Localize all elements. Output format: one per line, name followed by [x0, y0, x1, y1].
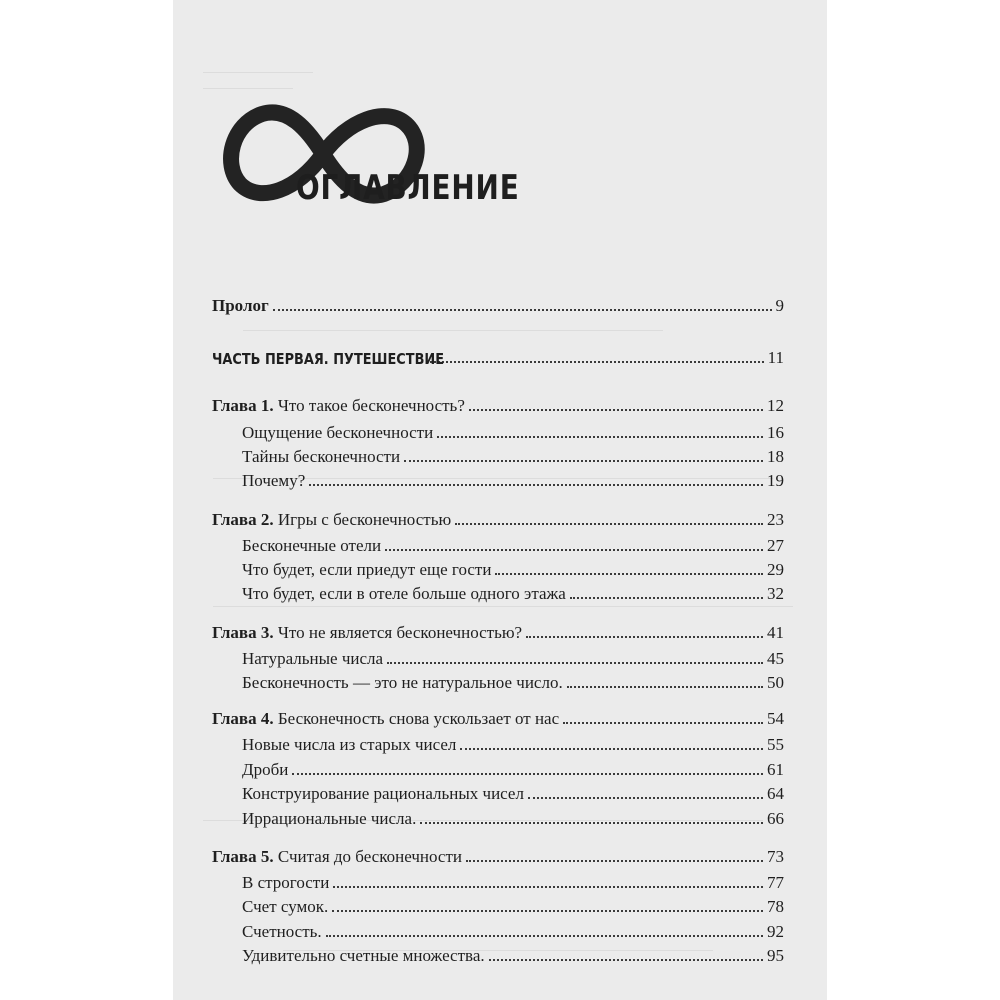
dot-leader — [332, 910, 763, 912]
toc-entry-part-one[interactable] — [212, 344, 784, 368]
toc-entry-prolog[interactable] — [212, 292, 784, 316]
toc-entry-label: ЧАСТЬ ПЕРВАЯ. ПУТЕШЕСТВИЕ — [212, 350, 445, 368]
toc-page-number: 9 — [775, 296, 784, 315]
toc-entry-chapter-4[interactable] — [212, 705, 784, 729]
toc-entry-label: Счет сумок. — [242, 897, 329, 916]
chapter-title: Считая до бесконечности — [277, 847, 462, 866]
dot-leader — [420, 822, 763, 824]
toc-page-number: 41 — [767, 623, 784, 642]
toc-entry-section[interactable] — [242, 731, 784, 755]
toc-entry-label: Тайны бесконечности — [242, 447, 401, 466]
toc-entry-section[interactable] — [242, 443, 784, 467]
dot-leader — [292, 773, 763, 775]
toc-entry-section[interactable] — [242, 918, 784, 942]
toc-entry-chapter-5[interactable] — [212, 843, 784, 867]
toc-page-number: 16 — [767, 423, 784, 442]
toc-entry-label — [212, 709, 559, 729]
toc-entry-label: В строгости — [242, 873, 330, 892]
toc-entry-section[interactable] — [242, 467, 784, 491]
toc-entry-section[interactable] — [242, 669, 784, 693]
toc-page-number: 64 — [767, 784, 784, 803]
toc-entry-chapter-1[interactable] — [212, 392, 784, 416]
toc-entry-label: Дроби — [242, 760, 289, 779]
toc-entry-section[interactable] — [242, 645, 784, 669]
toc-entry-section[interactable] — [242, 805, 784, 829]
toc-entry-section[interactable] — [242, 532, 784, 556]
chapter-prefix: Глава 4. — [212, 709, 274, 728]
toc-entry-section[interactable] — [242, 893, 784, 917]
toc-entry-label: Натуральные числа — [242, 649, 384, 668]
toc-page-number: 19 — [767, 471, 784, 490]
toc-page-number: 50 — [767, 673, 784, 692]
toc-entry-section[interactable] — [242, 756, 784, 780]
chapter-prefix: Глава 5. — [212, 847, 274, 866]
chapter-prefix: Глава 2. — [212, 510, 274, 529]
toc-entry-label: Пролог — [212, 296, 269, 315]
toc-entry-label: Что будет, если приедут еще гости — [242, 560, 492, 579]
toc-entry-label: Бесконечность — это не натуральное число. — [242, 673, 563, 692]
page-title: ОГЛАВЛЕНИЕ — [296, 168, 520, 208]
toc-entry-label: Ощущение бесконечности — [242, 423, 434, 442]
dot-leader — [495, 573, 763, 575]
toc-page-number: 12 — [767, 396, 784, 415]
dot-leader — [326, 935, 763, 937]
dot-leader — [460, 748, 763, 750]
toc-entry-label: Новые числа из старых чисел — [242, 735, 457, 754]
toc-page-number: 54 — [767, 709, 784, 728]
dot-leader — [526, 636, 763, 638]
toc-entry-chapter-2[interactable] — [212, 506, 784, 530]
toc-page-number: 73 — [767, 847, 784, 866]
toc-page-number: 23 — [767, 510, 784, 529]
chapter-title: Что не является бесконечностью? — [277, 623, 523, 642]
toc-entry-section[interactable] — [242, 942, 784, 966]
dot-leader — [387, 662, 763, 664]
toc-page-number: 78 — [767, 897, 784, 916]
dot-leader — [309, 484, 763, 486]
dot-leader — [430, 361, 764, 363]
chapter-prefix: Глава 1. — [212, 396, 274, 415]
toc-page-number: 92 — [767, 922, 784, 941]
toc-page-number: 29 — [767, 560, 784, 579]
dot-leader — [567, 686, 763, 688]
dot-leader — [528, 797, 763, 799]
dot-leader — [455, 523, 763, 525]
toc-page-number: 32 — [767, 584, 784, 603]
chapter-title: Что такое бесконечность? — [277, 396, 465, 415]
dot-leader — [563, 722, 763, 724]
toc-page-number: 11 — [767, 348, 784, 367]
toc-entry-section[interactable] — [242, 556, 784, 580]
dot-leader — [404, 460, 763, 462]
toc-page-number: 18 — [767, 447, 784, 466]
dot-leader — [466, 860, 763, 862]
dot-leader — [570, 597, 763, 599]
toc-entry-section[interactable] — [242, 780, 784, 804]
chapter-title: Бесконечность снова ускользает от нас — [277, 709, 560, 728]
toc-page-number: 45 — [767, 649, 784, 668]
toc-entry-section[interactable] — [242, 580, 784, 604]
toc-entry-label — [212, 847, 462, 867]
dot-leader — [385, 549, 763, 551]
toc-entry-section[interactable] — [242, 419, 784, 443]
dot-leader — [489, 959, 763, 961]
toc-entry-label: Почему? — [242, 471, 306, 490]
chapter-title: Игры с бесконечностью — [277, 510, 452, 529]
toc-entry-label — [212, 396, 465, 416]
toc-entry-label: Счетность. — [242, 922, 322, 941]
toc-entry-label: Что будет, если в отеле больше одного этажа — [242, 584, 566, 603]
toc-entry-label: Иррациональные числа. — [242, 809, 417, 828]
toc-entry-label: Удивительно счетные множества. — [242, 946, 485, 965]
toc-page-number: 27 — [767, 536, 784, 555]
toc-entry-label — [212, 623, 522, 643]
toc-entry-chapter-3[interactable] — [212, 619, 784, 643]
dot-leader — [333, 886, 763, 888]
dot-leader — [437, 436, 763, 438]
chapter-prefix: Глава 3. — [212, 623, 274, 642]
toc-page-number: 77 — [767, 873, 784, 892]
toc-page-number: 61 — [767, 760, 784, 779]
toc-page-number: 66 — [767, 809, 784, 828]
toc-entry-section[interactable] — [242, 869, 784, 893]
dot-leader — [469, 409, 763, 411]
toc-entry-label: Конструирование рациональных чисел — [242, 784, 524, 803]
toc-entry-label — [212, 510, 451, 530]
dot-leader — [273, 309, 772, 311]
toc-entry-label: Бесконечные отели — [242, 536, 382, 555]
toc-page-number: 95 — [767, 946, 784, 965]
toc-page-number: 55 — [767, 735, 784, 754]
